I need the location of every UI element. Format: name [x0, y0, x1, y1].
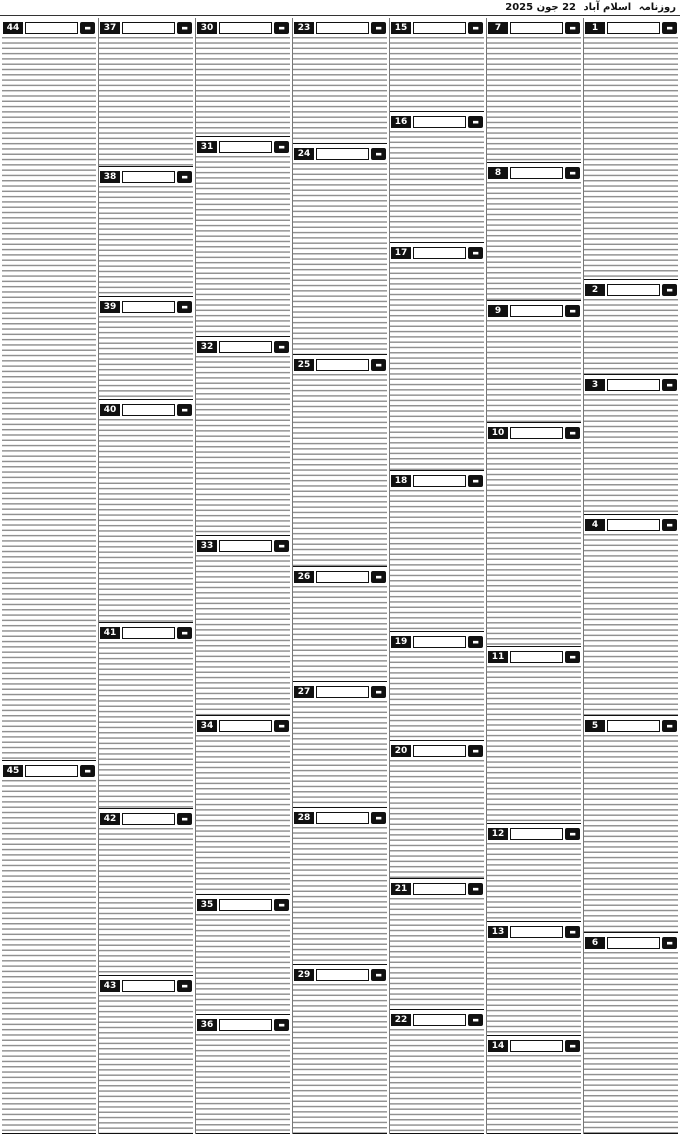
ad-body-text: [293, 586, 387, 682]
ad-number: 34: [197, 720, 217, 732]
header-rule: [122, 301, 175, 313]
ad-body-text: [99, 186, 193, 297]
ad-number: 20: [391, 745, 411, 757]
header-rule: [122, 813, 175, 825]
ad-body-text: [487, 320, 581, 423]
ad-number: 41: [100, 627, 120, 639]
category-tag: ▬: [177, 627, 192, 639]
ad-column: [583, 18, 678, 1134]
category-tag: ▬: [468, 22, 483, 34]
ad-number: 28: [294, 812, 314, 824]
ad-body-text: [487, 442, 581, 647]
header-rule: [219, 1019, 272, 1031]
ad-body-text: [487, 666, 581, 824]
ad-header: [197, 140, 289, 154]
ad-body-text: [390, 1029, 484, 1134]
ad-number: 32: [197, 341, 217, 353]
classified-ad: [390, 632, 484, 741]
ad-header: [100, 626, 192, 640]
category-tag: ▬: [177, 171, 192, 183]
ad-body-text: [293, 827, 387, 966]
ad-number: 22: [391, 1014, 411, 1026]
ad-header: [100, 403, 192, 417]
ad-body-text: [390, 898, 484, 1010]
header-rule: [607, 937, 660, 949]
ad-header: [197, 340, 289, 354]
classified-ad: [293, 965, 387, 1134]
header-rule: [219, 899, 272, 911]
issue-date: 22 جون 2025: [505, 2, 576, 13]
classified-ad: [487, 18, 581, 163]
classified-ad: [487, 423, 581, 647]
header-rule: [219, 720, 272, 732]
classified-ad: [99, 18, 193, 167]
ad-number: 29: [294, 969, 314, 981]
classified-ad: [99, 167, 193, 297]
ad-number: 25: [294, 359, 314, 371]
category-tag: ▬: [468, 1014, 483, 1026]
classified-ads-page: [2, 18, 678, 1134]
masthead: [0, 0, 680, 16]
classified-ad: [196, 1015, 290, 1134]
ad-body-text: [196, 1034, 290, 1134]
ad-divider: [390, 1133, 484, 1134]
ad-divider: [2, 1133, 96, 1134]
ad-body-text: [99, 642, 193, 809]
ad-column: [195, 18, 290, 1134]
ad-header: [488, 166, 580, 180]
category-tag: ▬: [274, 22, 289, 34]
classified-ad: [584, 716, 678, 932]
header-rule: [607, 519, 660, 531]
header-rule: [219, 141, 272, 153]
classified-ad: [390, 879, 484, 1010]
category-tag: ▬: [80, 765, 95, 777]
category-tag: ▬: [371, 686, 386, 698]
ad-body-text: [99, 828, 193, 976]
ad-header: [3, 21, 95, 35]
ad-header: [488, 21, 580, 35]
category-tag: ▬: [371, 148, 386, 160]
category-tag: ▬: [565, 651, 580, 663]
category-tag: ▬: [468, 883, 483, 895]
header-rule: [122, 171, 175, 183]
header-rule: [316, 686, 369, 698]
ad-number: 19: [391, 636, 411, 648]
classified-ad: [487, 301, 581, 423]
ad-header: [197, 898, 289, 912]
header-rule: [122, 627, 175, 639]
classified-ad: [99, 623, 193, 809]
header-rule: [219, 22, 272, 34]
category-tag: ▬: [565, 828, 580, 840]
ad-number: 21: [391, 883, 411, 895]
ad-header: [585, 719, 677, 733]
classified-ad: [99, 976, 193, 1134]
ad-body-text: [2, 37, 96, 761]
ad-body-text: [584, 394, 678, 515]
edition: اسلام آباد: [583, 2, 632, 13]
ad-body-text: [390, 760, 484, 880]
classified-ad: [487, 163, 581, 301]
ad-number: 11: [488, 651, 508, 663]
header-rule: [510, 427, 563, 439]
classified-ad: [584, 18, 678, 280]
classified-ad: [293, 682, 387, 808]
classified-ad: [584, 375, 678, 515]
ad-number: 35: [197, 899, 217, 911]
ad-column: [98, 18, 193, 1134]
ad-header: [391, 744, 483, 758]
category-tag: ▬: [565, 167, 580, 179]
ad-header: [294, 811, 386, 825]
ad-body-text: [584, 299, 678, 375]
ad-body-text: [196, 735, 290, 895]
ad-number: 13: [488, 926, 508, 938]
ad-number: 38: [100, 171, 120, 183]
classified-ad: [584, 280, 678, 375]
category-tag: ▬: [662, 379, 677, 391]
ad-body-text: [487, 182, 581, 301]
ad-divider: [487, 1133, 581, 1134]
ad-number: 5: [585, 720, 605, 732]
header-rule: [25, 765, 78, 777]
ad-body-text: [390, 651, 484, 741]
ad-number: 17: [391, 247, 411, 259]
ad-header: [585, 283, 677, 297]
ad-header: [391, 635, 483, 649]
category-tag: ▬: [468, 116, 483, 128]
header-rule: [413, 883, 466, 895]
ad-header: [585, 21, 677, 35]
category-tag: ▬: [274, 720, 289, 732]
ad-header: [197, 719, 289, 733]
ad-body-text: [196, 555, 290, 715]
header-rule: [122, 980, 175, 992]
ad-number: 12: [488, 828, 508, 840]
ad-body-text: [293, 163, 387, 355]
ad-header: [294, 147, 386, 161]
classified-ad: [487, 824, 581, 922]
header-rule: [122, 404, 175, 416]
classified-ad: [196, 716, 290, 895]
ad-header: [294, 685, 386, 699]
header-rule: [607, 22, 660, 34]
ad-body-text: [196, 914, 290, 1014]
ad-header: [294, 968, 386, 982]
category-tag: ▬: [177, 22, 192, 34]
category-tag: ▬: [274, 141, 289, 153]
ad-number: 45: [3, 765, 23, 777]
ad-number: 23: [294, 22, 314, 34]
category-tag: ▬: [662, 22, 677, 34]
ad-body-text: [584, 735, 678, 932]
ad-header: [3, 764, 95, 778]
header-rule: [413, 475, 466, 487]
ad-body-text: [293, 984, 387, 1134]
classified-ad: [584, 515, 678, 716]
category-tag: ▬: [177, 301, 192, 313]
ad-number: 43: [100, 980, 120, 992]
newspaper-name: روزنامہ: [638, 2, 676, 13]
classified-ad: [390, 741, 484, 880]
classified-ad: [2, 761, 96, 1134]
ad-header: [197, 539, 289, 553]
category-tag: ▬: [662, 720, 677, 732]
ad-number: 3: [585, 379, 605, 391]
header-rule: [510, 22, 563, 34]
ad-number: 6: [585, 937, 605, 949]
ad-divider: [584, 1133, 678, 1134]
ad-number: 4: [585, 519, 605, 531]
ad-divider: [196, 1133, 290, 1134]
ad-number: 40: [100, 404, 120, 416]
header-rule: [607, 284, 660, 296]
ad-header: [391, 21, 483, 35]
classified-ad: [99, 809, 193, 976]
ad-body-text: [99, 995, 193, 1134]
category-tag: ▬: [468, 636, 483, 648]
ad-header: [294, 570, 386, 584]
ad-number: 16: [391, 116, 411, 128]
ad-number: 30: [197, 22, 217, 34]
classified-ad: [390, 18, 484, 112]
category-tag: ▬: [371, 969, 386, 981]
category-tag: ▬: [177, 813, 192, 825]
classified-ad: [390, 112, 484, 243]
category-tag: ▬: [565, 427, 580, 439]
category-tag: ▬: [468, 247, 483, 259]
classified-ad: [293, 808, 387, 966]
ad-header: [100, 21, 192, 35]
ad-number: 10: [488, 427, 508, 439]
classified-ad: [390, 243, 484, 471]
ad-body-text: [99, 37, 193, 167]
ad-number: 18: [391, 475, 411, 487]
ad-body-text: [293, 701, 387, 808]
ad-column: [2, 18, 96, 1134]
ad-header: [100, 979, 192, 993]
category-tag: ▬: [274, 341, 289, 353]
header-rule: [510, 651, 563, 663]
ad-number: 14: [488, 1040, 508, 1052]
classified-ad: [390, 1010, 484, 1134]
classified-ad: [293, 144, 387, 355]
ad-body-text: [584, 534, 678, 716]
ad-number: 8: [488, 167, 508, 179]
ad-body-text: [390, 490, 484, 632]
ad-column: [292, 18, 387, 1134]
ad-body-text: [390, 262, 484, 471]
ad-body-text: [487, 1055, 581, 1134]
category-tag: ▬: [565, 305, 580, 317]
ad-header: [585, 936, 677, 950]
category-tag: ▬: [274, 540, 289, 552]
category-tag: ▬: [468, 745, 483, 757]
header-rule: [413, 1014, 466, 1026]
ad-body-text: [584, 952, 678, 1134]
header-rule: [316, 969, 369, 981]
category-tag: ▬: [80, 22, 95, 34]
ad-column: [389, 18, 484, 1134]
ad-header: [585, 378, 677, 392]
ad-number: 36: [197, 1019, 217, 1031]
ad-header: [488, 304, 580, 318]
category-tag: ▬: [468, 475, 483, 487]
ad-body-text: [487, 37, 581, 163]
ad-number: 37: [100, 22, 120, 34]
ad-body-text: [196, 156, 290, 337]
classified-ad: [196, 536, 290, 715]
ad-body-text: [196, 356, 290, 537]
header-rule: [413, 22, 466, 34]
header-rule: [413, 116, 466, 128]
classified-ad: [293, 567, 387, 682]
ad-number: 7: [488, 22, 508, 34]
category-tag: ▬: [662, 519, 677, 531]
category-tag: ▬: [177, 980, 192, 992]
ad-body-text: [293, 37, 387, 144]
ad-body-text: [487, 843, 581, 922]
ad-column: [486, 18, 581, 1134]
ad-body-text: [390, 131, 484, 243]
classified-ad: [2, 18, 96, 761]
ad-header: [294, 358, 386, 372]
ad-header: [488, 650, 580, 664]
ad-header: [488, 827, 580, 841]
classified-ad: [584, 933, 678, 1134]
header-rule: [316, 22, 369, 34]
category-tag: ▬: [565, 926, 580, 938]
category-tag: ▬: [371, 22, 386, 34]
header-rule: [607, 720, 660, 732]
classified-ad: [196, 895, 290, 1014]
ad-body-text: [390, 37, 484, 112]
header-rule: [316, 812, 369, 824]
ad-number: 27: [294, 686, 314, 698]
classified-ad: [99, 297, 193, 399]
ad-number: 26: [294, 571, 314, 583]
header-rule: [316, 571, 369, 583]
ad-number: 15: [391, 22, 411, 34]
ad-header: [391, 1013, 483, 1027]
classified-ad: [293, 355, 387, 566]
header-rule: [510, 828, 563, 840]
header-rule: [510, 305, 563, 317]
category-tag: ▬: [274, 1019, 289, 1031]
ad-number: 9: [488, 305, 508, 317]
ad-header: [585, 518, 677, 532]
ad-body-text: [196, 37, 290, 137]
header-rule: [25, 22, 78, 34]
classified-ad: [293, 18, 387, 144]
header-rule: [413, 247, 466, 259]
header-rule: [316, 359, 369, 371]
ad-body-text: [99, 419, 193, 623]
classified-ad: [99, 400, 193, 623]
ad-body-text: [2, 780, 96, 1134]
ad-header: [391, 115, 483, 129]
classified-ad: [196, 337, 290, 537]
ad-header: [488, 925, 580, 939]
ad-header: [391, 246, 483, 260]
ad-number: 39: [100, 301, 120, 313]
classified-ad: [196, 18, 290, 137]
category-tag: ▬: [177, 404, 192, 416]
ad-header: [488, 1039, 580, 1053]
ad-body-text: [293, 374, 387, 566]
header-rule: [607, 379, 660, 391]
category-tag: ▬: [565, 22, 580, 34]
category-tag: ▬: [662, 937, 677, 949]
ad-number: 33: [197, 540, 217, 552]
classified-ad: [487, 1036, 581, 1134]
ad-header: [488, 426, 580, 440]
category-tag: ▬: [274, 899, 289, 911]
ad-header: [100, 300, 192, 314]
ad-header: [391, 882, 483, 896]
category-tag: ▬: [565, 1040, 580, 1052]
ad-number: 1: [585, 22, 605, 34]
classified-ad: [487, 647, 581, 824]
ad-body-text: [99, 316, 193, 399]
ad-header: [100, 170, 192, 184]
ad-header: [294, 21, 386, 35]
header-rule: [510, 926, 563, 938]
header-rule: [413, 745, 466, 757]
ad-number: 31: [197, 141, 217, 153]
ad-number: 2: [585, 284, 605, 296]
classified-ad: [390, 471, 484, 632]
header-rule: [316, 148, 369, 160]
header-rule: [122, 22, 175, 34]
ad-number: 44: [3, 22, 23, 34]
ad-divider: [99, 1133, 193, 1134]
header-rule: [219, 341, 272, 353]
ad-divider: [293, 1133, 387, 1134]
header-rule: [219, 540, 272, 552]
ad-body-text: [487, 941, 581, 1036]
ad-number: 42: [100, 813, 120, 825]
ad-header: [100, 812, 192, 826]
category-tag: ▬: [662, 284, 677, 296]
category-tag: ▬: [371, 812, 386, 824]
ad-header: [391, 474, 483, 488]
classified-ad: [487, 922, 581, 1036]
header-rule: [413, 636, 466, 648]
ad-body-text: [584, 37, 678, 280]
ad-header: [197, 1018, 289, 1032]
header-rule: [510, 1040, 563, 1052]
category-tag: ▬: [371, 571, 386, 583]
ad-number: 24: [294, 148, 314, 160]
ad-header: [197, 21, 289, 35]
category-tag: ▬: [371, 359, 386, 371]
classified-ad: [196, 137, 290, 337]
header-rule: [510, 167, 563, 179]
